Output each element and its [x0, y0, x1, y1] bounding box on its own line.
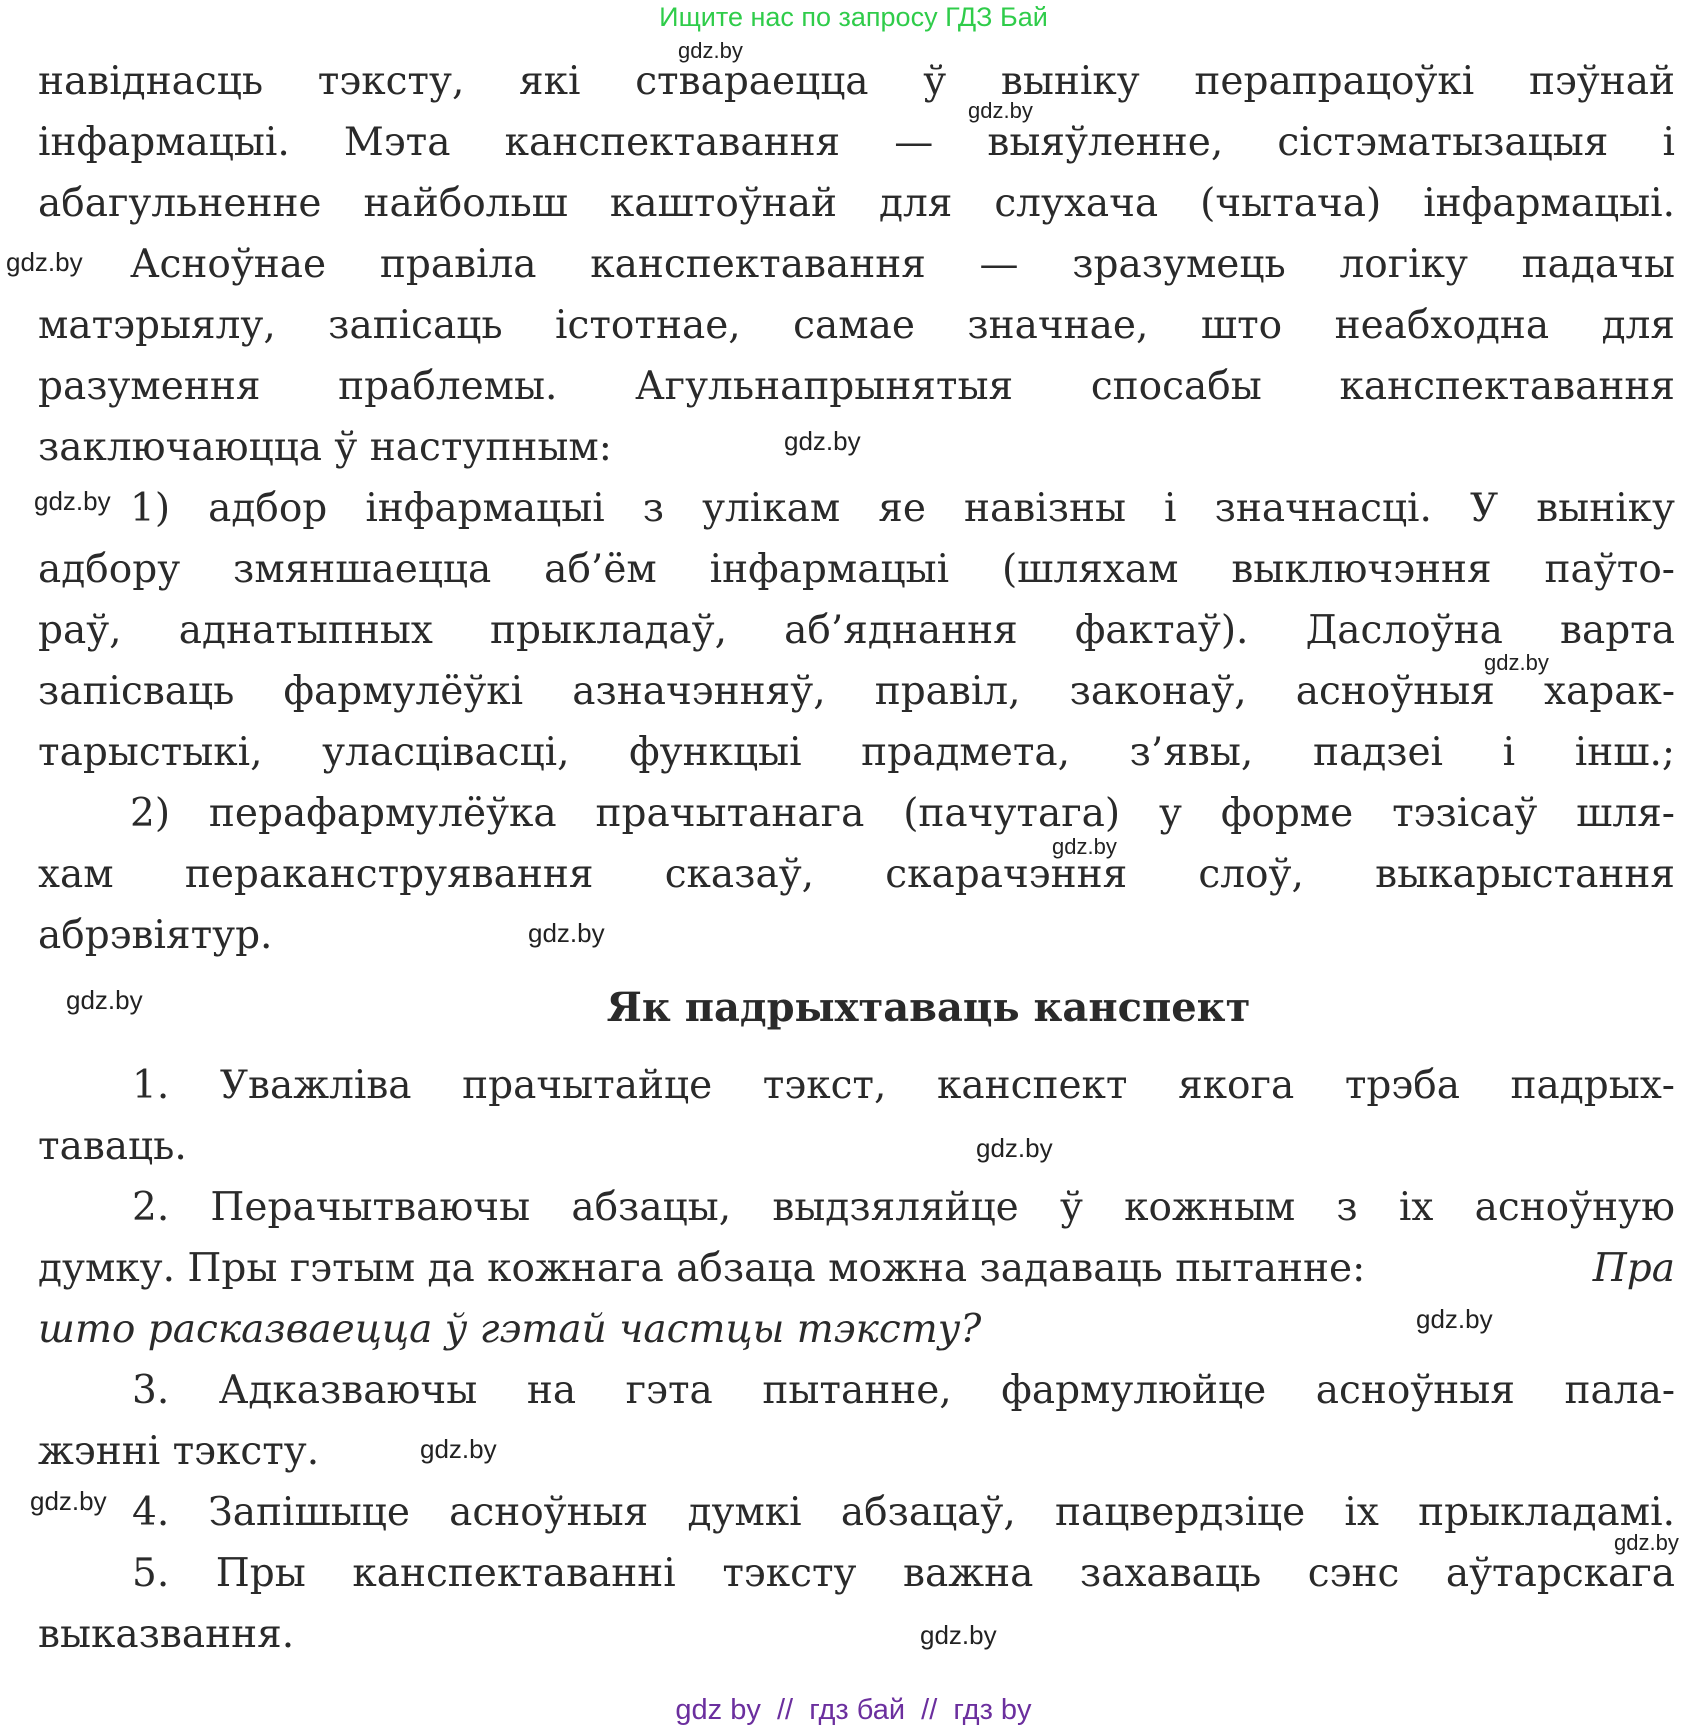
text-line: заключаюцца ў наступным: — [38, 425, 612, 470]
footer-links: gdz by // гдз бай // гдз by — [675, 1694, 1032, 1726]
text-line: 1) адбор інфармацыі з улікам яе навізны і значнасці. У выніку — [130, 486, 1675, 531]
watermark: gdz.by — [420, 1434, 497, 1464]
watermark: gdz.by — [976, 1133, 1053, 1163]
watermark: gdz.by — [1052, 834, 1117, 859]
step-line: выказвання. — [38, 1612, 295, 1657]
step-line-text: думку. Пры гэтым да кожнага абзаца можна задаваць пытанне: — [38, 1246, 1366, 1291]
text-line: Асноўнае правіла канспектавання — зразумець логіку падачы — [130, 242, 1675, 287]
step-line: 5. Пры канспектаванні тэксту важна захаваць сэнс аўтарскага — [132, 1551, 1675, 1596]
text-line: раў, аднатыпных прыкладаў, аб’яднання фактаў). Даслоўна варта — [38, 608, 1675, 653]
text-line: разумення праблемы. Агульнапрынятыя спосабы канспектавання — [38, 364, 1675, 409]
step-line: 4. Запішыце асноўныя думкі абзацаў, пацвердзіце іх прыкладамі. — [132, 1490, 1675, 1535]
text-line: абрэвіятур. — [38, 913, 273, 958]
step-line: 2. Перачытваючы абзацы, выдзяляйце ў кожным з іх асноўную — [132, 1185, 1675, 1230]
text-line: матэрыялу, запісаць істотнае, самае значнае, што неабходна для — [38, 303, 1675, 348]
italic-question: што расказваецца ў гэтай частцы тэксту? — [38, 1307, 982, 1352]
text-line: запісваць фармулёўкі азначэнняў, правіл, законаў, асноўныя харак- — [38, 669, 1675, 714]
step-line: 3. Адказваючы на гэта пытанне, фармулюйце асноўныя пала- — [132, 1368, 1675, 1413]
text-line: 2) перафармулёўка прачытанага (пачутага) у форме тэзісаў шля- — [130, 791, 1675, 836]
watermark: gdz.by — [678, 38, 743, 63]
watermark: gdz.by — [968, 98, 1033, 123]
section-heading: Як падрыхтаваць канспект — [606, 984, 1251, 1031]
text-line: інфармацыі. Мэта канспектавання — выяўленне, сістэматызацыя і — [38, 120, 1675, 165]
watermark: gdz.by — [920, 1620, 997, 1650]
watermark: gdz.by — [1614, 1530, 1679, 1555]
step-line: жэнні тэксту. — [38, 1429, 320, 1474]
step-line: таваць. — [38, 1124, 187, 1169]
watermark: gdz.by — [528, 918, 605, 948]
watermark: gdz.by — [34, 486, 111, 516]
step-line: 1. Уважліва прачытайце тэкст, канспект якога трэба падрых- — [132, 1063, 1675, 1108]
text-line: навіднасць тэксту, які ствараецца ў выніку перапрацоўкі пэўнай — [38, 59, 1675, 104]
watermark: gdz.by — [6, 247, 83, 277]
top-banner: Ищите нас по запросу ГДЗ Бай — [659, 2, 1048, 32]
text-line: хам пераканструявання сказаў, скарачэння слоў, выкарыстання — [38, 852, 1675, 897]
watermark: gdz.by — [1484, 650, 1549, 675]
text-line: абагульненне найбольш каштоўнай для слухача (чытача) інфармацыі. — [38, 181, 1675, 226]
watermark: gdz.by — [66, 985, 143, 1015]
watermark: gdz.by — [784, 426, 861, 456]
text-line: адбору змяншаецца аб’ём інфармацыі (шляхам выключэння паўто- — [38, 547, 1675, 592]
text-line: тарыстыкі, уласцівасці, функцыі прадмета, з’явы, падзеі і інш.; — [38, 730, 1675, 775]
watermark: gdz.by — [30, 1486, 107, 1516]
step-line — [38, 1243, 1675, 1295]
italic-question-start: Пра — [1592, 1246, 1675, 1291]
watermark: gdz.by — [1416, 1304, 1493, 1334]
